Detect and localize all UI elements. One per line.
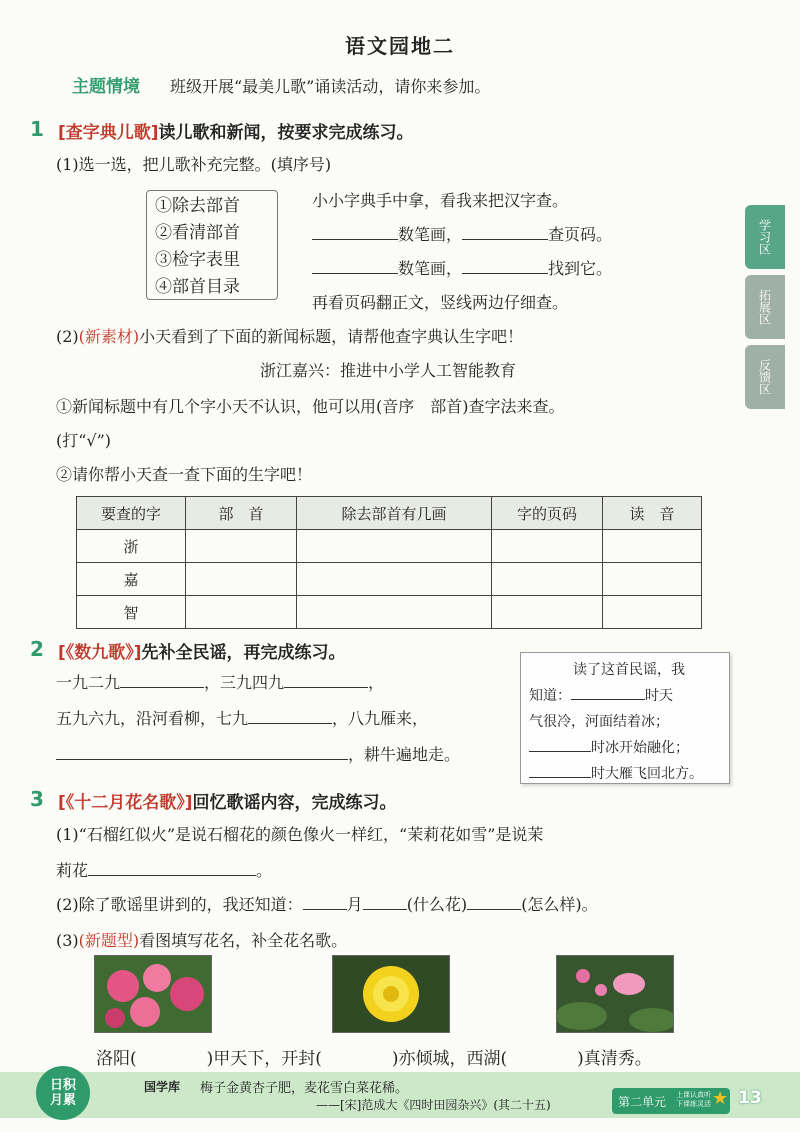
table-cell-input[interactable] [603,596,702,629]
table-header: 部 首 [186,497,297,530]
badge-line-1: 日积 [49,1078,76,1093]
table-row [77,596,702,629]
q1-p1-prompt: (1)选一选，把儿歌补充完整。(填序号) [56,155,332,174]
table-header-row [77,497,702,530]
new-type-tag: (新题型) [78,931,140,950]
note-line-1: 读了这首民谣，我 [573,662,685,678]
note-line-2 [529,683,721,709]
note-line-3: 气很冷，河面结着冰； [529,714,669,730]
table-cell-char: 浙 [77,530,186,563]
table-row [77,563,702,596]
note-line-5 [529,761,721,787]
chrysanthemum-image [332,955,450,1033]
rhyme-line-3b: 找到它。 [548,259,613,278]
q2-line-3 [56,742,460,765]
option-1: ①除去部首 [155,196,240,216]
q3-p3 [56,928,347,951]
q1-bracket: [查字典儿歌] [58,123,159,143]
tiny-line-1: 上课认真听 [676,1091,711,1099]
rhyme-line-2b: 查页码。 [548,225,613,244]
table-cell-input[interactable] [492,530,603,563]
q3-head-text: 回忆歌谣内容，完成练习。 [192,793,397,813]
table-cell-input[interactable] [186,596,297,629]
side-tab-feedback[interactable]: 反馈区 [745,345,785,409]
q2-blank-3[interactable] [248,707,332,724]
footer-poem: 梅子金黄杏子肥，麦花雪白菜花稀。 [200,1081,409,1096]
q2-number: 2 [30,637,44,661]
table-cell-input[interactable] [492,596,603,629]
table-cell-input[interactable] [297,530,492,563]
lotus-image [556,955,674,1033]
q3-blank-1[interactable] [88,859,256,876]
q3-p1-text: 莉花 [56,861,89,880]
flower-song-line [96,1044,652,1069]
rhyme-blank-4[interactable] [462,257,548,274]
tiny-line-2: 下课练灵活 [676,1100,711,1108]
rhyme-line-4: 再看页码翻正文，竖线两边仔细查。 [312,293,569,312]
q3-p2-text: (2)除了歌谣里讲到的，我还知道： [56,895,303,914]
table-header: 除去部首有几画 [297,497,492,530]
note-line-4 [529,735,721,761]
q1-p2-sub1: ①新闻标题中有几个字小天不认识，他可以用(音序 部首)查字法来查。 [56,397,565,416]
note-blank-3[interactable] [529,763,591,778]
note-line-2b: 时天 [645,688,673,704]
q1-head-text: 读儿歌和新闻，按要求完成练习。 [158,123,414,143]
table-cell-input[interactable] [603,530,702,563]
q3-p1-line-2 [56,858,272,881]
q3-p2-month: 月 [346,895,363,914]
table-row [77,530,702,563]
q2-blank-1[interactable] [120,671,204,688]
song-part-d: )真清秀。 [577,1049,652,1069]
table-cell-input[interactable] [186,563,297,596]
footer-label: 国学库 [144,1080,181,1094]
note-line-2a: 知道： [529,688,571,704]
page-number: 13 [738,1088,762,1108]
option-box [146,190,278,300]
theme-text: 班级开展“最美儿歌”诵读活动，请你来参加。 [170,77,491,96]
q1-p2 [56,324,523,347]
table-header: 要查的字 [77,497,186,530]
q3-p2 [56,892,598,915]
q1-header [58,118,414,143]
q2-line-1a: 一九二九 [56,673,121,692]
q2-header [58,638,346,663]
table-cell-char: 智 [77,596,186,629]
table-cell-input[interactable] [492,563,603,596]
song-part-b: )甲天下，开封( [206,1049,322,1069]
q3-p1-end: 。 [256,861,273,880]
rhyme-line-2 [312,222,612,245]
star-icon: ★ [712,1088,729,1109]
q3-bracket: [《十二月花名歌》] [58,793,193,813]
note-blank-2[interactable] [529,737,591,752]
rhyme-blank-3[interactable] [312,257,398,274]
new-material-tag: (新素材) [78,327,140,346]
q2-line-1c: ， [368,673,385,692]
q3-blank-month[interactable] [303,893,347,910]
q1-p2-sub1b: (打“√”) [56,431,112,450]
q2-line-2 [56,706,428,729]
news-headline: 浙江嘉兴：推进中小学人工智能教育 [260,361,517,380]
q2-line-1b: ，三九四九 [204,673,285,692]
q1-p2-prompt: 小天看到了下面的新闻标题，请帮他查字典认生字吧！ [139,327,524,346]
q2-blank-4[interactable] [56,743,348,760]
q2-head-text: 先补全民谣，再完成练习。 [141,643,346,663]
song-part-a: 洛阳( [96,1049,137,1069]
table-cell-char: 嘉 [77,563,186,596]
q2-blank-2[interactable] [284,671,368,688]
option-2: ②看清部首 [155,223,240,243]
q1-p2-sub2: ②请你帮小天查一查下面的生字吧！ [56,465,313,484]
q3-p2-flower: (什么花) [406,895,468,914]
rhyme-blank-2[interactable] [462,223,548,240]
song-part-c: )亦倾城，西湖( [391,1049,508,1069]
option-3: ③检字表里 [155,250,240,270]
note-line-4-text: 时冰开始融化； [591,740,689,756]
unit-tiny-text [676,1091,711,1109]
table-header: 读 音 [603,497,702,530]
option-4: ④部首目录 [155,277,240,297]
q1-p2-num: (2) [56,327,79,346]
note-box [520,652,730,784]
side-tab-study[interactable]: 学习区 [745,205,785,269]
note-line-5-text: 时大雁飞回北方。 [591,766,703,782]
q2-line-2b: ，八九雁来， [332,709,429,728]
q2-line-1 [56,670,384,693]
daily-badge [36,1066,90,1120]
q3-p3-text: 看图填写花名，补全花名歌。 [139,931,348,950]
q3-number: 3 [30,787,44,811]
q3-p2-how: (怎么样)。 [521,895,598,914]
badge-line-2: 月累 [49,1093,76,1108]
peony-image [94,955,212,1033]
q3-header [58,788,397,813]
table-cell-input[interactable] [297,596,492,629]
unit-label: 第二单元 [618,1095,667,1109]
page-title: 语文园地二 [345,34,455,58]
table-cell-input[interactable] [603,563,702,596]
rhyme-line-3a: 数笔画， [398,259,463,278]
table-header: 字的页码 [492,497,603,530]
rhyme-line-3 [312,256,612,279]
q3-blank-how[interactable] [467,893,521,910]
rhyme-blank-1[interactable] [312,223,398,240]
q2-line-2a: 五九六九，沿河看柳，七九 [56,709,249,728]
theme-label: 主题情境 [72,77,140,97]
q2-line-3-text: ，耕牛遍地走。 [348,745,461,764]
q2-bracket: [《数九歌》] [58,643,142,663]
footer-source: ——[宋]范成大《四时田园杂兴》(其二十五) [316,1098,551,1112]
dictionary-table [76,496,702,629]
q3-p1-line-1: (1)“石榴红似火”是说石榴花的颜色像火一样红，“茉莉花如雪”是说茉 [56,825,544,844]
q3-blank-flower[interactable] [363,893,407,910]
table-cell-input[interactable] [297,563,492,596]
q1-number: 1 [30,117,44,141]
rhyme-line-2a: 数笔画， [398,225,463,244]
q3-p3-num: (3) [56,931,79,950]
table-cell-input[interactable] [186,530,297,563]
side-tab-extend[interactable]: 拓展区 [745,275,785,339]
rhyme-line-1: 小小字典手中拿，看我来把汉字查。 [312,191,569,210]
note-blank-1[interactable] [571,685,645,700]
